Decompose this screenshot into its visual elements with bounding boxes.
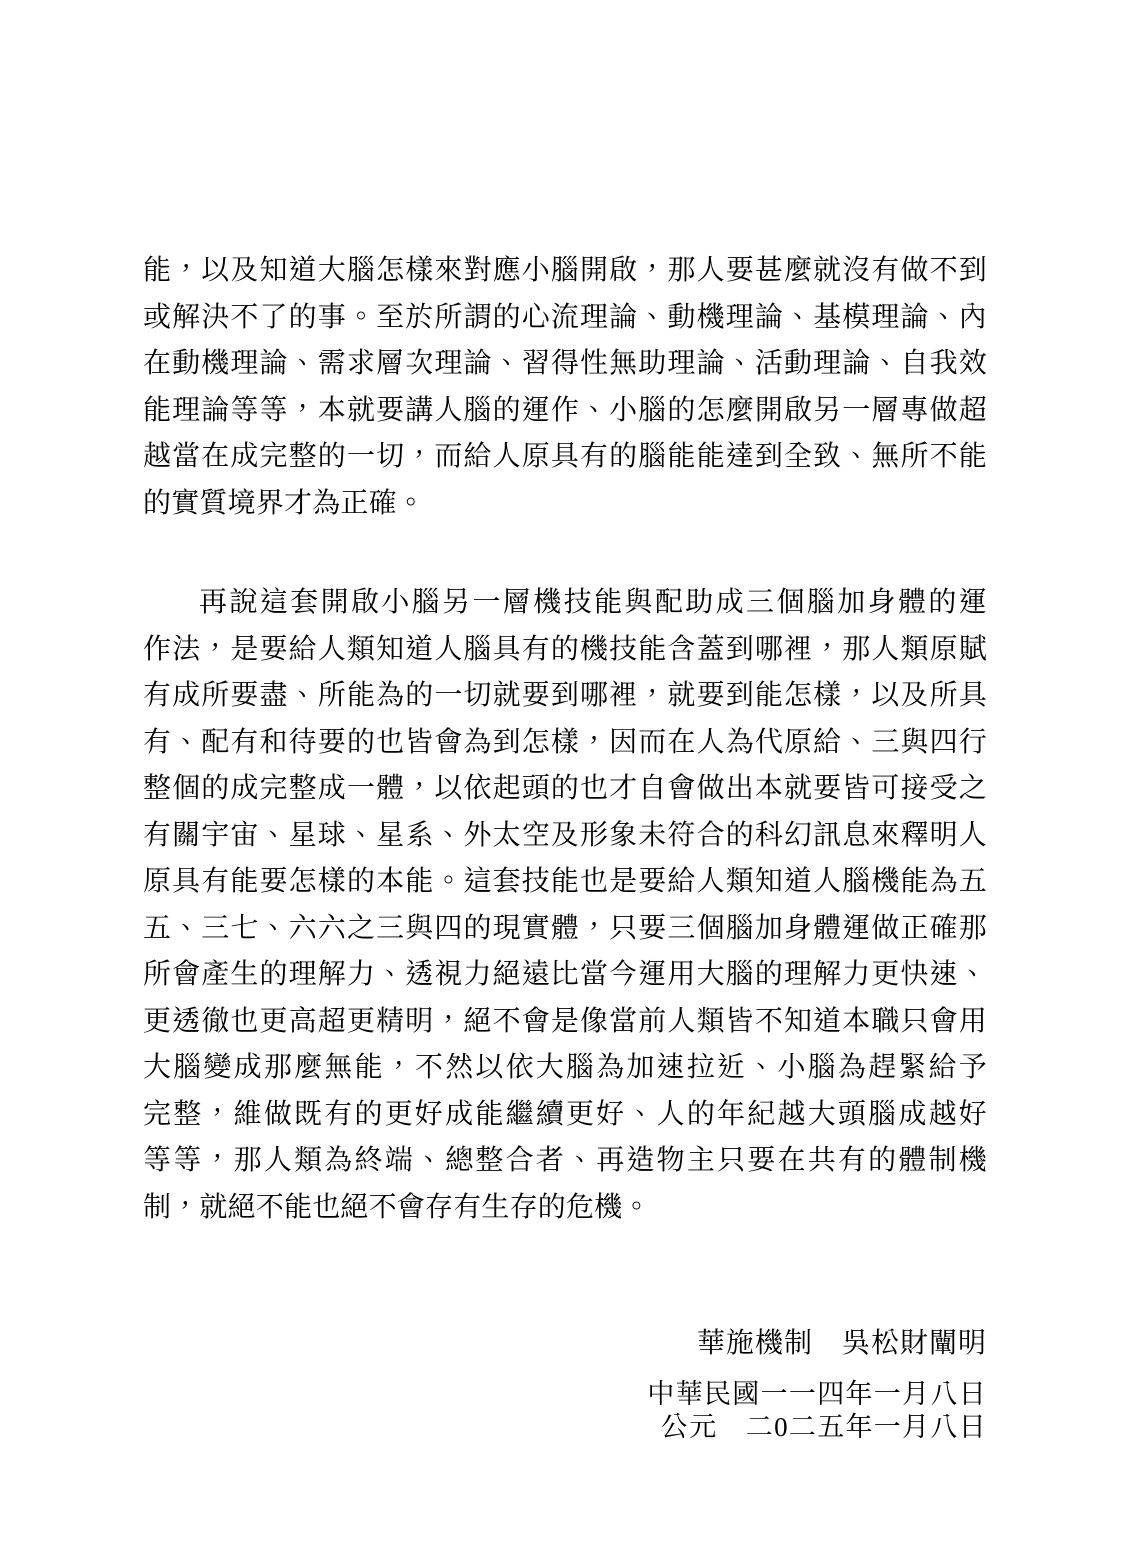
body-line: 或解決不了的事。至於所謂的心流理論、動機理論、基模理論、內 — [143, 301, 987, 333]
body-line: 整個的成完整成一體，以依起頭的也才自會做出本就要皆可接受之 — [143, 773, 987, 804]
paragraph-1 — [143, 248, 987, 527]
signature-block — [143, 1320, 987, 1367]
body-line: 有、配有和待要的也皆會為到怎樣，因而在人為代原給、三與四行 — [143, 726, 987, 758]
body-line: 能理論等等，本就要講人腦的運作、小腦的怎麼開啟另一層專做超 — [143, 394, 987, 426]
body-line: 大腦變成那麼無能，不然以依大腦為加速拉近、小腦為趕緊給予 — [143, 1052, 987, 1083]
body-line: 制，就絕不能也絕不會存有生存的危機。 — [143, 1191, 651, 1223]
body-line: 等等，那人類為終端、總整合者、再造物主只要在共有的體制機 — [143, 1145, 987, 1176]
body-line: 有成所要盡、所能為的一切就要到哪裡，就要到能怎樣，以及所具 — [143, 680, 987, 711]
date-roc-calendar: 中華民國一一四年一月八日 — [647, 1379, 987, 1409]
body-line: 原具有能要怎樣的本能。這套技能也是要給人類知道人腦機能為五 — [143, 866, 987, 897]
signature-attribution: 華施機制 吳松財闡明 — [696, 1328, 987, 1359]
body-line: 能，以及知道大腦怎樣來對應小腦開啟，那人要甚麼就沒有做不到 — [143, 255, 987, 286]
body-line: 在動機理論、需求層次理論、習得性無助理論、活動理論、自我效 — [143, 348, 987, 379]
body-line: 作法，是要給人類知道人腦具有的機技能含蓋到哪裡，那人類原賦 — [143, 633, 987, 665]
body-line: 更透徹也更高超更精明，絕不會是像當前人類皆不知道本職只會用 — [143, 1005, 987, 1037]
body-line: 再說這套開啟小腦另一層機技能與配助成三個腦加身體的運 — [199, 587, 987, 618]
paragraph-2 — [143, 580, 987, 1231]
body-line: 五、三七、六六之三與四的現實體，只要三個腦加身體運做正確那 — [143, 912, 987, 944]
body-line: 有關宇宙、星球、星系、外太空及形象未符合的科幻訊息來釋明人 — [143, 819, 987, 851]
body-line: 完整，維做既有的更好成能繼續更好、人的年紀越大頭腦成越好 — [143, 1098, 987, 1130]
body-line: 的實質境界才為正確。 — [143, 487, 426, 519]
date-block — [143, 1378, 987, 1444]
date-common-era: 公元 二0二五年一月八日 — [660, 1412, 987, 1442]
body-line: 越當在成完整的一切，而給人原具有的腦能能達到全致、無所不能 — [143, 441, 987, 472]
body-line: 所會產生的理解力、透視力絕遠比當今運用大腦的理解力更快速、 — [143, 959, 987, 990]
document-body — [143, 248, 987, 1444]
